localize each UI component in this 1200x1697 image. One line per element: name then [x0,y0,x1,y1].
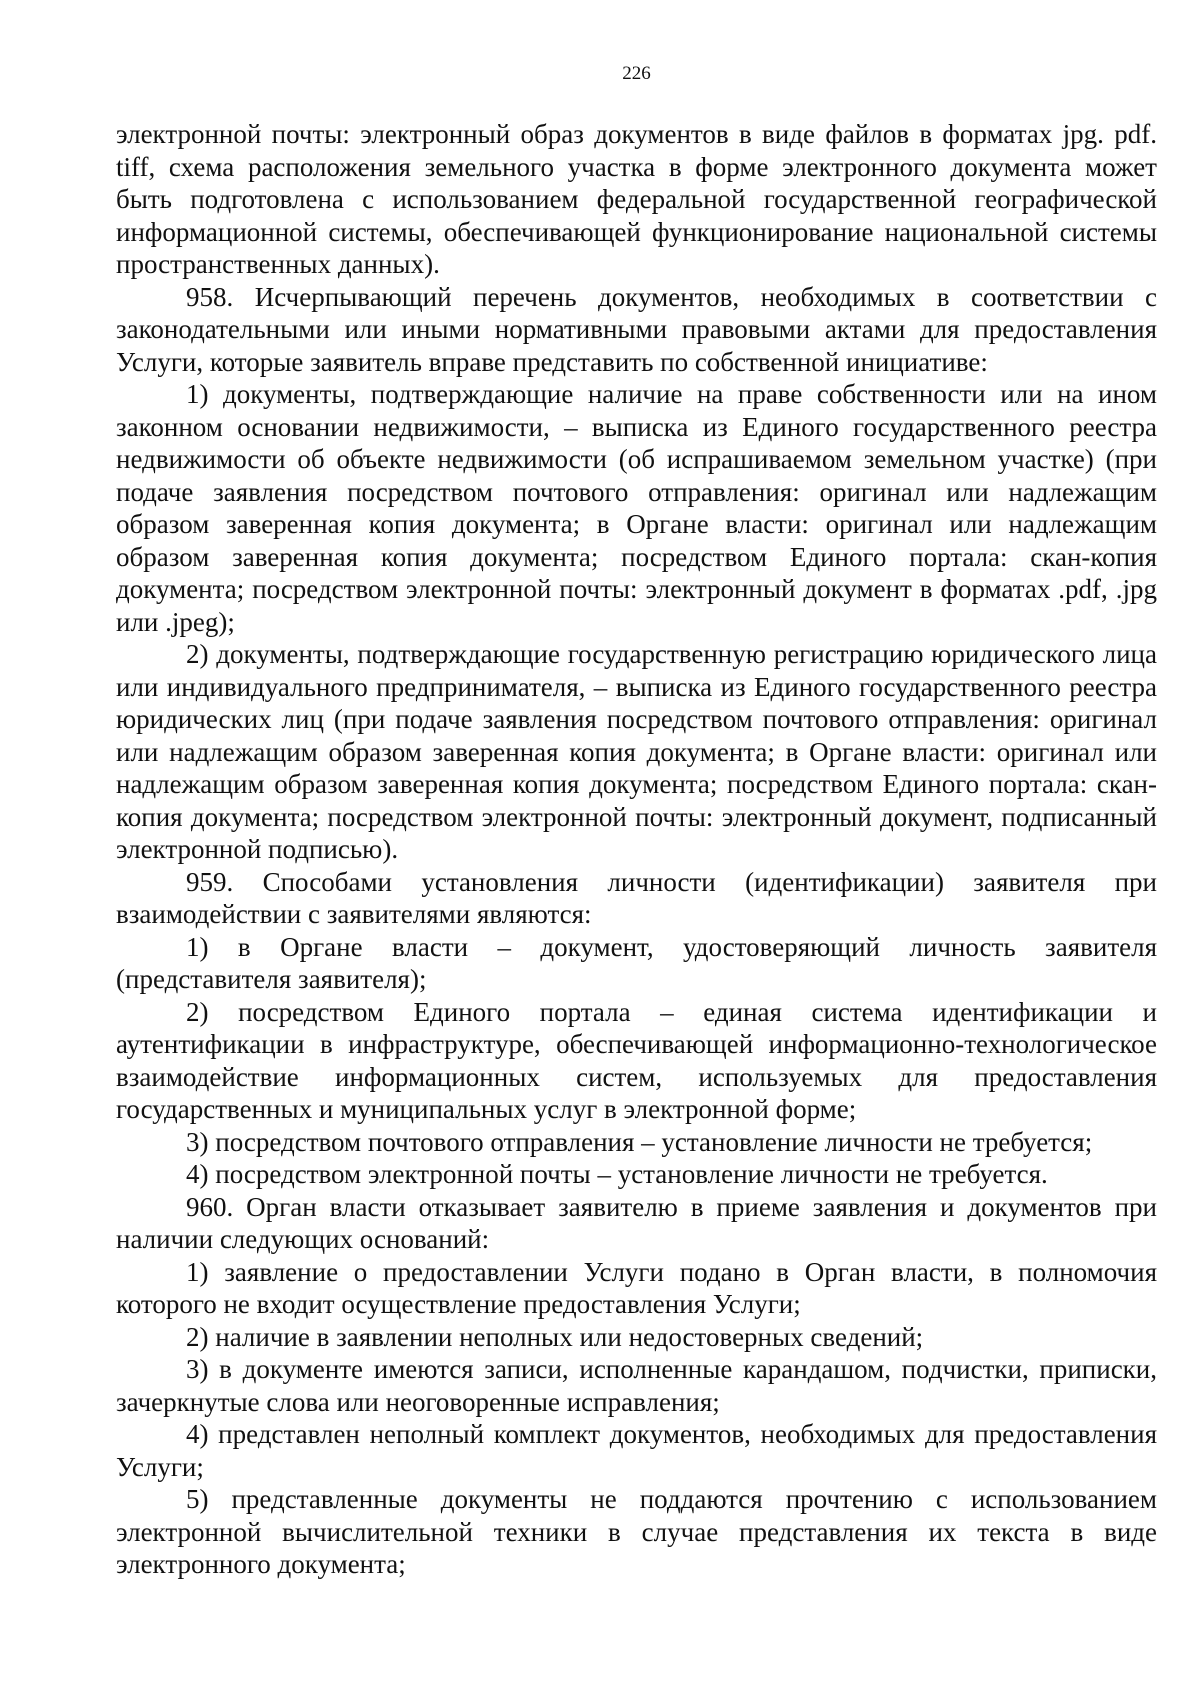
paragraph: 3) в документе имеются записи, исполненные карандашом, подчистки, приписки, зачеркнутые слова или неоговоренные исправления; [116,1354,1157,1417]
paragraph: электронной почты: электронный образ документов в виде файлов в форматах jpg. pdf. tiff, схема расположения земельного участка в форме электронного документа может быть подготовлена с использованием федеральной государственной географической информационной системы, обеспечивающей функционирование национальной системы пространственных данных). [116,119,1157,279]
paragraph: 3) посредством почтового отправления – установление личности не требуется; [186,1126,1093,1157]
paragraph: 5) представленные документы не поддаются прочтению с использованием электронной вычислительной техники в случае представления их текста в виде электронного документа; [116,1484,1157,1579]
paragraph: 4) представлен неполный комплект документов, необходимых для предоставления Услуги; [116,1419,1157,1482]
paragraph: 4) посредством электронной почты – установление личности не требуется. [186,1159,1048,1189]
page-number: 226 [622,63,651,84]
paragraph: 2) посредством Единого портала – единая система идентификации и аутентификации в инфраструктуре, обеспечивающей информационно-технологическое взаимодействие информационных систем, используемых для предоставления государственных и муниципальных услуг в электронной форме; [116,996,1157,1124]
paragraph: 1) в Органе власти – документ, удостоверяющий личность заявителя (представителя заявителя); [116,931,1157,994]
paragraph: 959. Способами установления личности (идентификации) заявителя при взаимодействии с заявителями являются: [116,866,1157,929]
paragraph: 2) наличие в заявлении неполных или недостоверных сведений; [186,1321,924,1352]
paragraph: 1) заявление о предоставлении Услуги подано в Орган власти, в полномочия которого не входит осуществление предоставления Услуги; [116,1256,1157,1319]
document-page [116,62,1157,1581]
paragraph: 2) документы, подтверждающие государственную регистрацию юридического лица или индивидуального предпринимателя, – выписка из Единого государственного реестра юридических лиц (при подаче заявления посредством почтового отправления: оригинал или надлежащим образом заверенная копия документа; в Органе власти: оригинал или надлежащим образом заверенная копия документа; посредством Единого портала: скан-копия документа; посредством электронной почты: электронный документ, подписанный электронной подписью). [116,639,1157,864]
paragraph: 1) документы, подтверждающие наличие на праве собственности или на ином законном основании недвижимости, – выписка из Единого государственного реестра недвижимости об объекте недвижимости (об испрашиваемом земельном участке) (при подаче заявления посредством почтового отправления: оригинал или надлежащим образом заверенная копия документа; в Органе власти: оригинал или надлежащим образом заверенная копия документа; посредством Единого портала: скан-копия документа; посредством электронной почты: электронный документ в форматах .pdf, .jpg или .jpeg); [116,379,1157,637]
paragraph: 960. Орган власти отказывает заявителю в приеме заявления и документов при наличии следующих оснований: [116,1191,1157,1254]
paragraph: 958. Исчерпывающий перечень документов, необходимых в соответствии с законодательными или иными нормативными правовыми актами для предоставления Услуги, которые заявитель вправе представить по собственной инициативе: [116,281,1157,377]
